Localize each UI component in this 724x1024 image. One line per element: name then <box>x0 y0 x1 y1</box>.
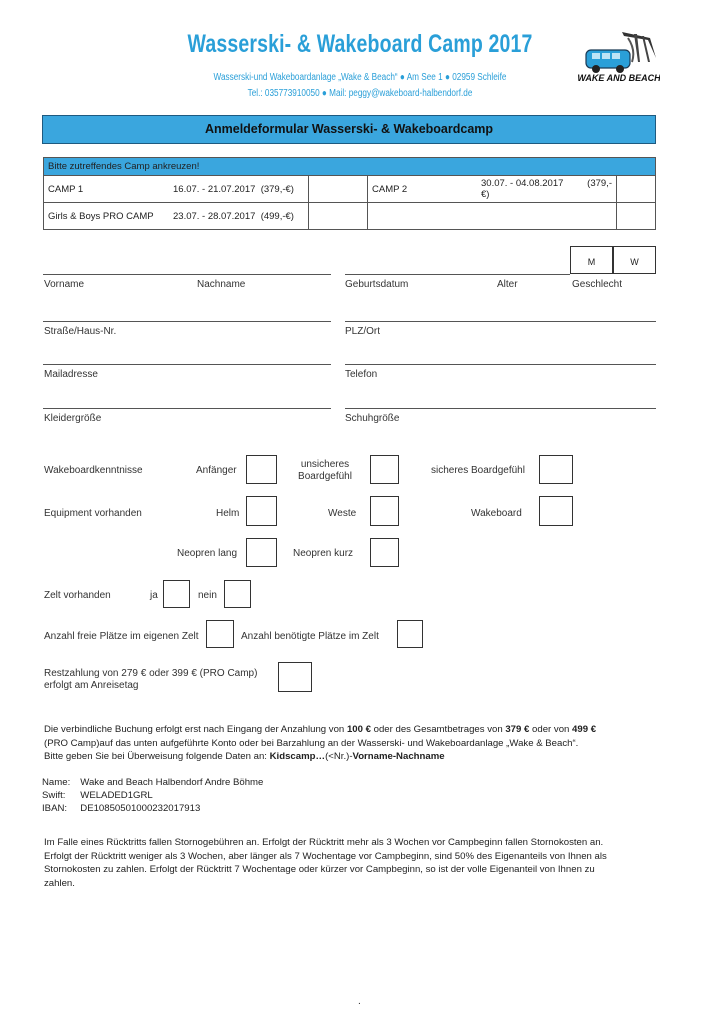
anfaenger-checkbox[interactable] <box>246 455 277 484</box>
kleidergroesse-label: Kleidergröße <box>44 413 102 424</box>
bank-label: Swift: <box>42 790 66 801</box>
helm-checkbox[interactable] <box>246 496 277 526</box>
bank-details <box>42 777 273 816</box>
camp-dates-price: 23.07. - 28.07.2017 (499,-€) <box>169 203 309 230</box>
bank-label: IBAN: <box>42 803 68 814</box>
street-line[interactable] <box>43 321 331 322</box>
zelt-ja-checkbox[interactable] <box>163 580 190 608</box>
kleider-line[interactable] <box>43 408 331 409</box>
address-line: Wasserski-und Wakeboardanlage „Wake & Beach“ ● Am See 1 ● 02959 Schleife <box>213 72 507 83</box>
vorname-label: Vorname <box>44 279 85 290</box>
plz-line[interactable] <box>345 321 656 322</box>
sicher-checkbox[interactable] <box>539 455 573 484</box>
camp-selection-table <box>43 157 656 230</box>
empty-checkbox[interactable] <box>617 203 656 230</box>
bank-label: Name: <box>42 777 71 788</box>
sicher-label: sicheres Boardgefühl <box>431 465 525 476</box>
ja-label: ja <box>150 590 158 601</box>
helm-label: Helm <box>216 508 240 519</box>
camp-name: CAMP 2 <box>368 176 478 203</box>
table-row <box>44 203 656 230</box>
bank-value: WELADED1GRL <box>80 790 153 801</box>
kenntnisse-label: Wakeboardkenntnisse <box>44 465 143 476</box>
table-row <box>44 176 656 203</box>
benoetigte-plaetze-box[interactable] <box>397 620 423 648</box>
document-title: Wasserski- & Wakeboard Camp 2017 <box>187 30 533 58</box>
neopren-lang-label: Neopren lang <box>177 548 238 559</box>
strasse-label: Straße/Haus-Nr. <box>44 326 117 337</box>
schuh-line[interactable] <box>345 408 656 409</box>
camp-name: CAMP 1 <box>44 176 170 203</box>
name-line[interactable] <box>43 274 331 275</box>
schuhgroesse-label: Schuhgröße <box>345 413 400 424</box>
nachname-label: Nachname <box>197 279 246 290</box>
telefon-label: Telefon <box>345 369 378 380</box>
anfaenger-label: Anfänger <box>196 465 237 476</box>
benoetigte-plaetze-label: Anzahl benötigte Plätze im Zelt <box>241 631 379 642</box>
freie-plaetze-label: Anzahl freie Plätze im eigenen Zelt <box>44 631 199 642</box>
footer-mark: . <box>358 996 361 1007</box>
camp-dates-price: 30.07. - 04.08.2017 (379,-€) <box>477 176 617 203</box>
neopren-kurz-label: Neopren kurz <box>293 548 354 559</box>
logo-text: WAKE AND BEACH <box>578 73 660 83</box>
gender-m-box[interactable]: M <box>570 246 613 274</box>
unsicher-label: unsicheres Boardgefühl <box>298 459 352 482</box>
camp-name: Girls & Boys PRO CAMP <box>44 203 170 230</box>
geschlecht-label: Geschlecht <box>572 279 623 290</box>
nein-label: nein <box>198 590 217 601</box>
empty-cell <box>477 203 617 230</box>
unsicher-checkbox[interactable] <box>370 455 399 484</box>
restzahlung-label: Restzahlung von 279 € oder 399 € (PRO Camp) erfolgt am Anreisetag <box>44 668 258 691</box>
camp-table-header: Bitte zutreffendes Camp ankreuzen! <box>44 158 656 176</box>
camp-2-checkbox[interactable] <box>617 176 656 203</box>
zelt-nein-checkbox[interactable] <box>224 580 251 608</box>
weste-checkbox[interactable] <box>370 496 399 526</box>
wakeboard-label: Wakeboard <box>471 508 522 519</box>
geburtsdatum-label: Geburtsdatum <box>345 279 409 290</box>
alter-label: Alter <box>497 279 518 290</box>
storno-paragraph: Im Falle eines Rücktritts fallen Stornogebühren an. Erfolgt der Rücktritt mehr als 3 Wochen vor Campbeginn fallen Stornokosten an. Erfolgt der Rücktritt weniger als 3 Wochen, aber länger als 7 Wochentage vor Campbeginn, sind 50% des Eigenanteils von Ihnen als Stornokosten zu zahlen. Erfolgt der Rücktritt 7 Wochentage oder kürzer vor Campbeginn, so ist der volle Eigenanteil von Ihnen zu zahlen. <box>44 837 607 889</box>
neopren-kurz-checkbox[interactable] <box>370 538 399 567</box>
neopren-lang-checkbox[interactable] <box>246 538 277 567</box>
form-title: Anmeldeformular Wasserski- & Wakeboardcamp <box>42 115 656 144</box>
equipment-label: Equipment vorhanden <box>44 508 142 519</box>
gender-w-box[interactable]: W <box>613 246 656 274</box>
contact-line: Tel.: 035773910050 ● Mail: peggy@wakeboard-halbendorf.de <box>247 88 473 99</box>
mail-line[interactable] <box>43 364 331 365</box>
freie-plaetze-box[interactable] <box>206 620 234 648</box>
wake-and-beach-logo <box>578 28 660 84</box>
birth-line[interactable] <box>345 274 570 275</box>
camp-1-checkbox[interactable] <box>309 176 368 203</box>
telefon-line[interactable] <box>345 364 656 365</box>
payment-paragraph: Die verbindliche Buchung erfolgt erst nach Eingang der Anzahlung von 100 € oder des Gesamtbetrages von 379 € oder von 499 € (PRO Camp)auf das unten aufgeführte Konto oder bei Barzahlung an der Wasserski- und Wakeboardanlage „Wake & Beach“. Bitte geben Sie bei Überweisung folgende Daten an: Kidscamp…(<Nr.)-Vorname-Nachname <box>44 724 597 762</box>
empty-cell <box>368 203 478 230</box>
wakeboard-checkbox[interactable] <box>539 496 573 526</box>
bank-value: Wake and Beach Halbendorf Andre Böhme <box>80 777 264 788</box>
camp-dates-price: 16.07. - 21.07.2017 (379,-€) <box>169 176 309 203</box>
plz-label: PLZ/Ort <box>345 326 381 337</box>
mail-label: Mailadresse <box>44 369 98 380</box>
bank-value: DE10850501000232017913 <box>80 803 201 814</box>
pro-camp-checkbox[interactable] <box>309 203 368 230</box>
weste-label: Weste <box>328 508 357 519</box>
zelt-label: Zelt vorhanden <box>44 590 111 601</box>
restzahlung-checkbox[interactable] <box>278 662 312 692</box>
